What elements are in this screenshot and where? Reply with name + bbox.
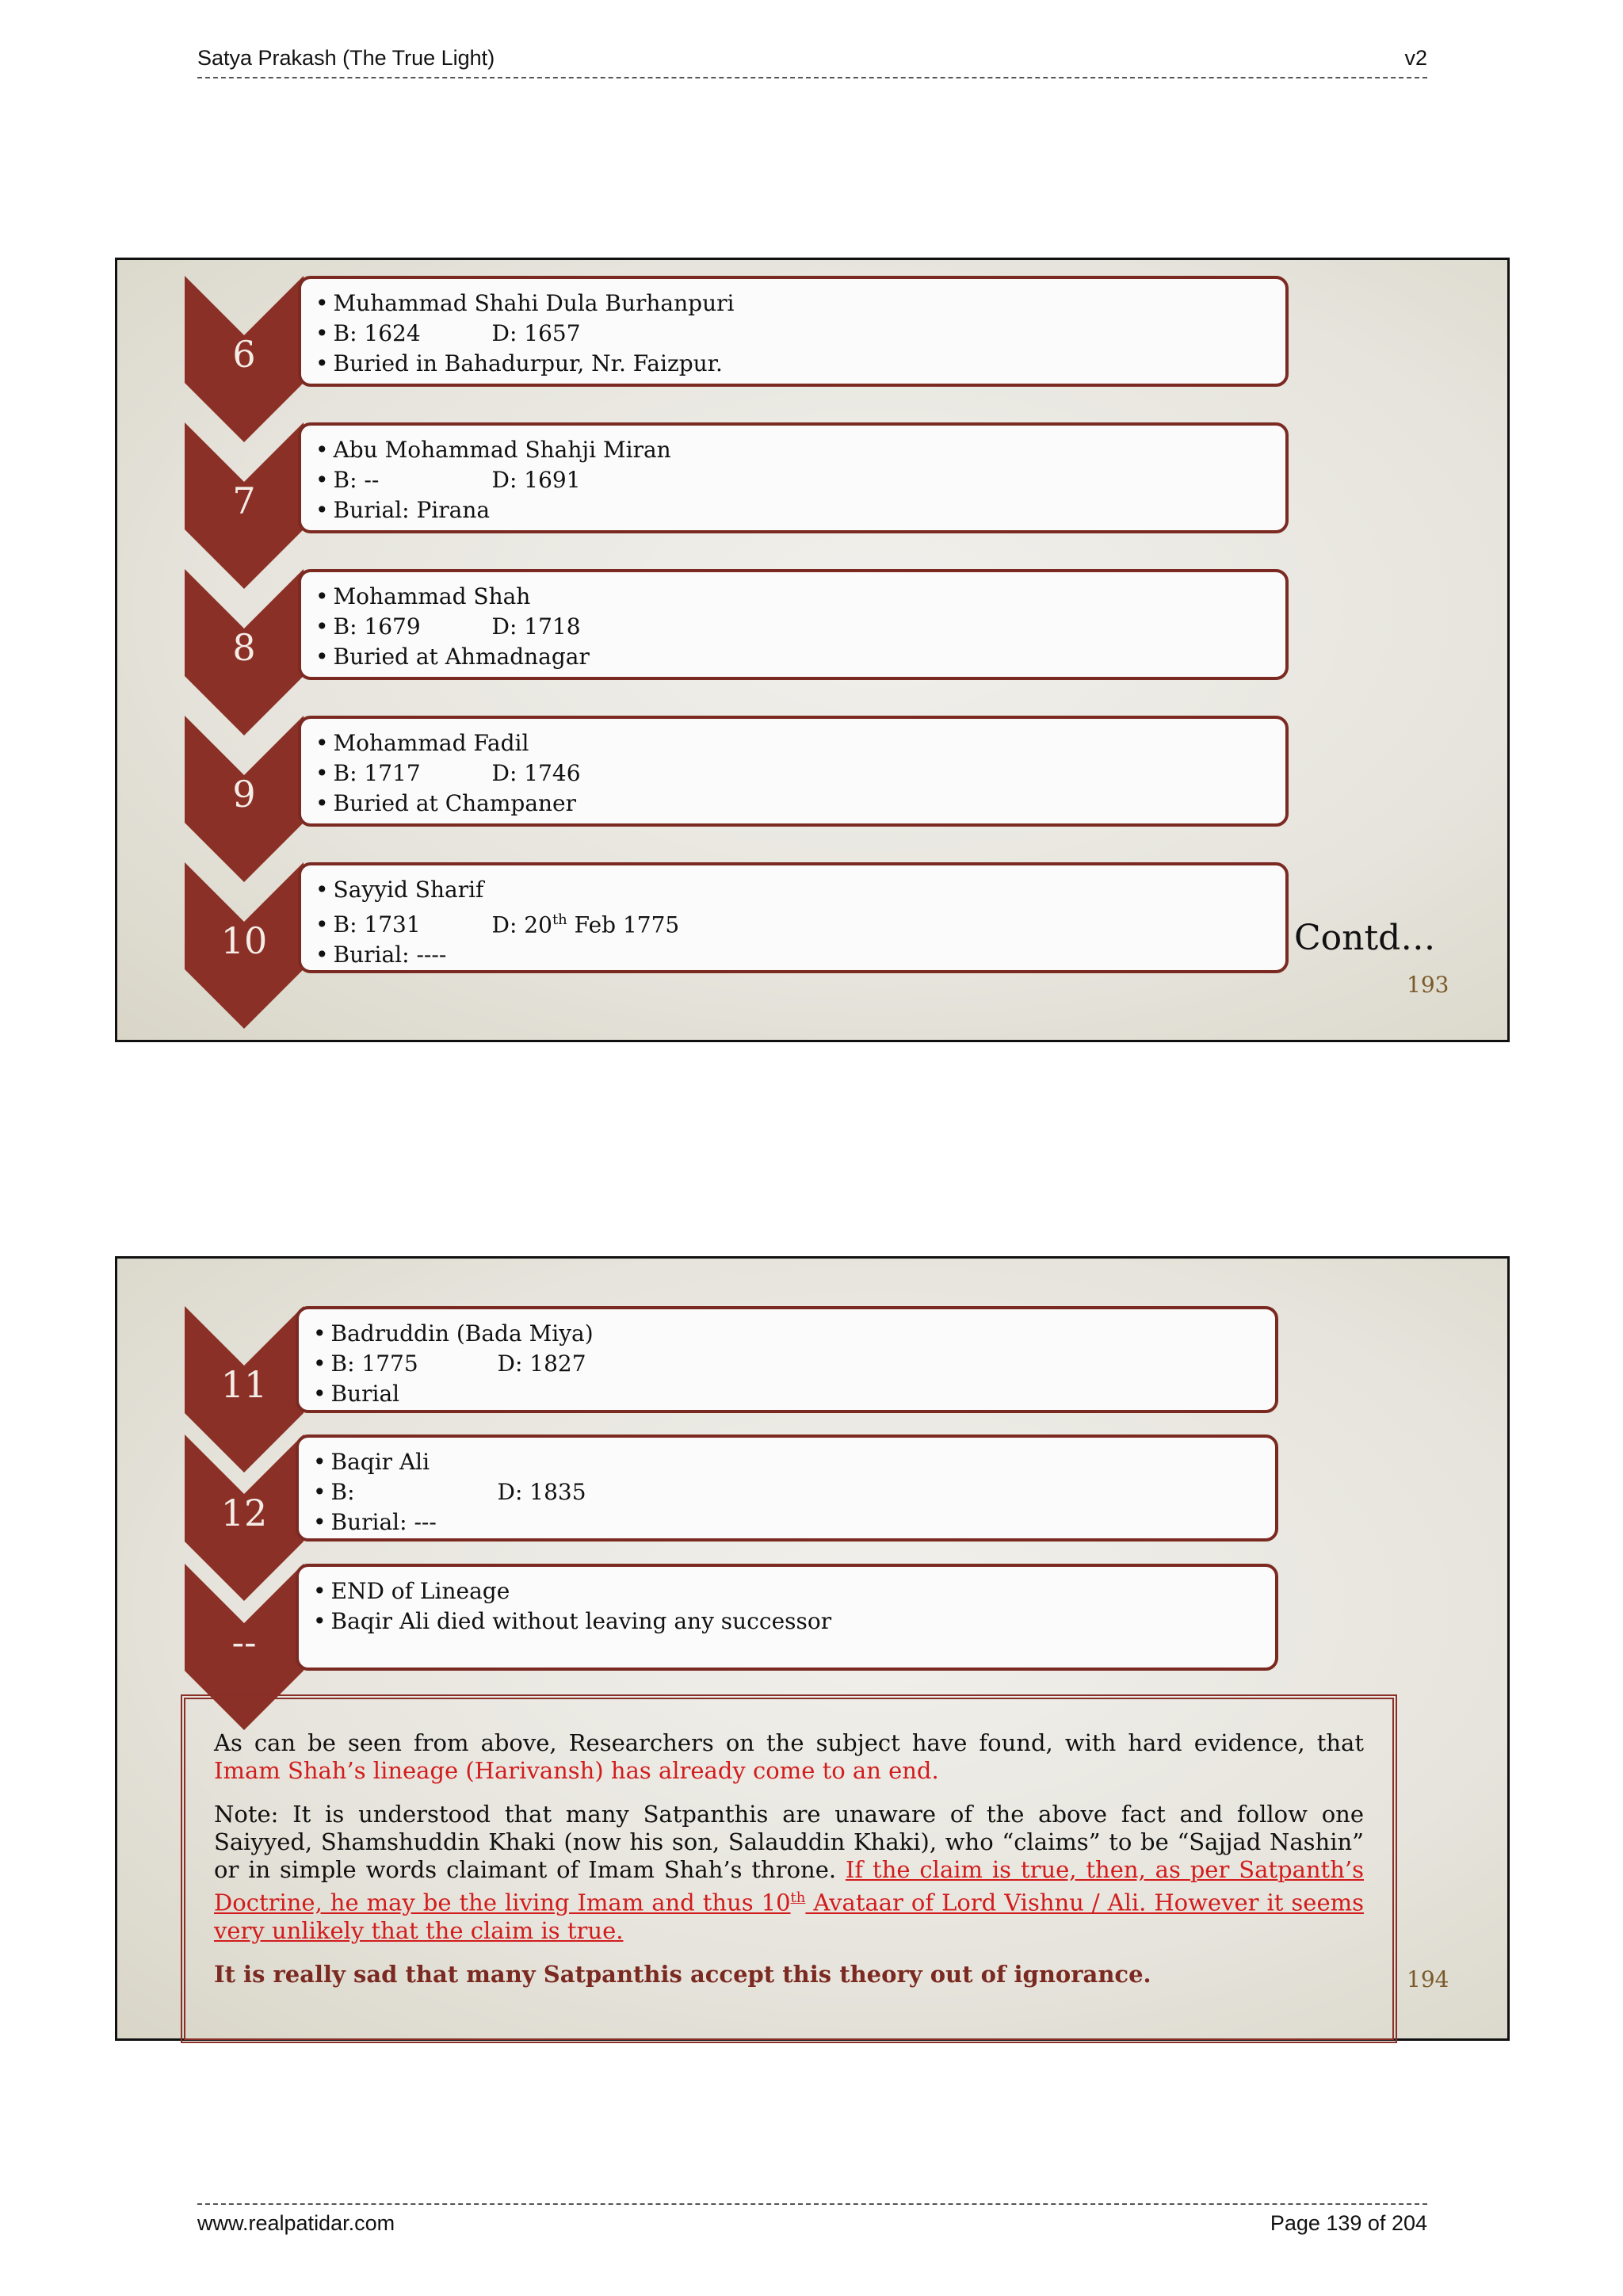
conclusion-note-box xyxy=(181,1694,1397,2043)
chevron-step-7 xyxy=(185,422,304,589)
dates-line: • B: 1775 D: 1827 xyxy=(313,1349,1261,1379)
note-paragraph-1: As can be seen from above, Researchers on the subject have found, with hard evidence, that Imam Shah’s lineage (Harivansh) has already come to an end. xyxy=(214,1729,1364,1784)
step-number: 10 xyxy=(220,919,268,962)
slide-193 xyxy=(115,258,1510,1042)
lineage-box-10 xyxy=(298,862,1289,973)
dates-line: • B: -- D: 1691 xyxy=(315,465,1271,495)
step-number: 7 xyxy=(232,479,256,522)
dates-line: • B: 1731 D: 20th Feb 1775 xyxy=(315,905,1271,940)
burial-line: • Buried at Champaner xyxy=(315,789,1271,819)
step-number: 8 xyxy=(232,626,256,669)
chevron-step-8 xyxy=(185,569,304,735)
name-line: • Baqir Ali xyxy=(313,1447,1261,1477)
end-line: • END of Lineage xyxy=(313,1576,1261,1606)
slide-page-number: 193 xyxy=(1407,972,1449,998)
document-title: Satya Prakash (The True Light) xyxy=(197,46,495,70)
lineage-box-6 xyxy=(298,276,1289,387)
name-line: • Sayyid Sharif xyxy=(315,875,1271,905)
burial-line: • Burial: Pirana xyxy=(315,495,1271,525)
name-line: • Muhammad Shahi Dula Burhanpuri xyxy=(315,288,1271,319)
lineage-box-9 xyxy=(298,716,1289,827)
dates-line: • B: D: 1835 xyxy=(313,1477,1261,1507)
step-number: 6 xyxy=(232,333,256,376)
slide-194 xyxy=(115,1256,1510,2041)
page-indicator: Page 139 of 204 xyxy=(1270,2211,1427,2235)
website-link[interactable]: www.realpatidar.com xyxy=(197,2211,395,2235)
burial-line: • Burial: --- xyxy=(313,1507,1261,1538)
lineage-box-11 xyxy=(296,1306,1278,1413)
dates-line: • B: 1624 D: 1657 xyxy=(315,319,1271,349)
successor-line: • Baqir Ali died without leaving any successor xyxy=(313,1606,1261,1637)
lineage-box-7 xyxy=(298,422,1289,533)
step-number: -- xyxy=(231,1621,257,1664)
step-number: 12 xyxy=(220,1492,268,1534)
name-line: • Mohammad Fadil xyxy=(315,728,1271,758)
name-line: • Mohammad Shah xyxy=(315,582,1271,612)
name-line: • Badruddin (Bada Miya) xyxy=(313,1319,1261,1349)
slide-page-number: 194 xyxy=(1407,1966,1449,1992)
note-paragraph-3: It is really sad that many Satpanthis accept this theory out of ignorance. xyxy=(214,1960,1151,1988)
page-footer xyxy=(197,2203,1427,2236)
burial-line: • Buried at Ahmadnagar xyxy=(315,642,1271,672)
continued-label: Contd… xyxy=(1294,918,1436,958)
header-divider xyxy=(197,77,1427,78)
lineage-box-8 xyxy=(298,569,1289,680)
burial-line: • Burial: ---- xyxy=(315,940,1271,970)
lineage-box-end xyxy=(296,1564,1278,1671)
chevron-step-6 xyxy=(185,276,304,442)
dates-line: • B: 1679 D: 1718 xyxy=(315,612,1271,642)
step-number: 9 xyxy=(232,773,256,816)
chevron-step-10 xyxy=(185,862,304,1029)
chevron-step-9 xyxy=(185,716,304,882)
dates-line: • B: 1717 D: 1746 xyxy=(315,758,1271,789)
step-number: 11 xyxy=(220,1363,268,1406)
burial-line: • Burial xyxy=(313,1379,1261,1409)
page-header xyxy=(197,46,1427,85)
lineage-box-12 xyxy=(296,1435,1278,1541)
footer-divider xyxy=(197,2203,1427,2205)
document-version: v2 xyxy=(1404,46,1427,70)
burial-line: • Buried in Bahadurpur, Nr. Faizpur. xyxy=(315,349,1271,379)
name-line: • Abu Mohammad Shahji Miran xyxy=(315,435,1271,465)
note-paragraph-2: Note: It is understood that many Satpanthis are unaware of the above fact and follow one Saiyyed, Shamshuddin Khaki (now his son, Salauddin Khaki), who “claims” to be “Sajjad Nashin” or in simple words claimant of Imam Shah’s throne. If the claim is true, then, as per Satpanth’s Doctrine, he may be the living Imam and thus 10th Avataar of Lord Vishnu / Ali. However it seems very unlikely that the claim is true. xyxy=(214,1801,1364,1944)
